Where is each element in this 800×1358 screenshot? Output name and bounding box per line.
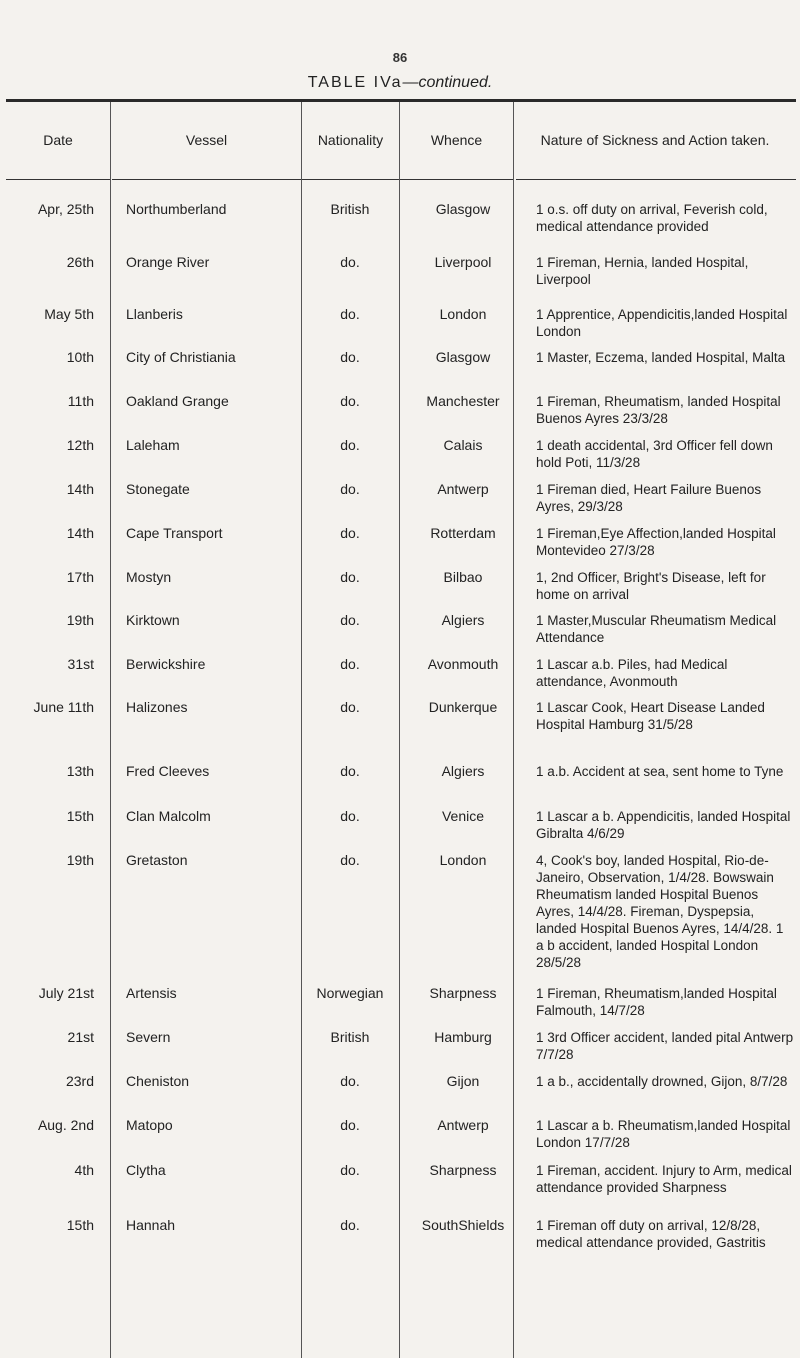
cell-nationality: do. xyxy=(340,349,360,365)
cell-nature: 1 o.s. off duty on arrival, Feverish cold, medical attendance provided xyxy=(536,202,768,234)
cell-nature: 1 Lascar a b. Appendicitis, landed Hospital Gibralta 4/6/29 xyxy=(536,809,791,841)
table-title: TABLE IVa xyxy=(307,74,403,91)
cell-date: 17th xyxy=(66,569,94,585)
cell-nature: 1, 2nd Officer, Bright's Disease, left for home on arrival xyxy=(536,570,766,602)
header-rule-nature xyxy=(516,179,796,180)
cell-vessel: Hannah xyxy=(126,1217,176,1233)
cell-nature: 1 Fireman, Rheumatism, landed Hospital Buenos Ayres 23/3/28 xyxy=(536,394,781,426)
cell-date: 14th xyxy=(66,481,94,497)
cell-nationality: do. xyxy=(340,763,360,779)
header-rule-date xyxy=(6,179,110,180)
cell-nature: 1 3rd Officer accident, landed pital Antwerp 7/7/28 xyxy=(536,1030,794,1062)
cell-nationality: do. xyxy=(340,656,360,672)
cell-vessel: Cheniston xyxy=(126,1073,190,1089)
cell-vessel: Fred Cleeves xyxy=(126,763,210,779)
cell-vessel: Berwickshire xyxy=(126,656,206,672)
cell-nationality: do. xyxy=(340,393,360,409)
cell-whence: Bilbao xyxy=(443,569,483,585)
cell-whence: Venice xyxy=(441,808,485,824)
cell-nature: 1 Fireman, accident. Injury to Arm, medical attendance provided Sharpness xyxy=(536,1163,792,1195)
cell-nationality: do. xyxy=(340,1073,360,1089)
cell-vessel: Gretaston xyxy=(126,852,188,868)
cell-date: 26th xyxy=(66,254,94,270)
cell-nature: 1 Master, Eczema, landed Hospital, Malta xyxy=(536,350,786,365)
cell-whence: Sharpness xyxy=(429,1162,497,1178)
cell-whence: Antwerp xyxy=(437,481,489,497)
cell-date: Apr, 25th xyxy=(37,201,94,217)
cell-date: 10th xyxy=(66,349,94,365)
cell-date: 19th xyxy=(66,852,94,868)
cell-whence: Sharpness xyxy=(429,985,497,1001)
cell-nature: 1 Fireman died, Heart Failure Buenos Ayres, 29/3/28 xyxy=(536,482,762,514)
cell-whence: Hamburg xyxy=(434,1029,492,1045)
cell-whence: Avonmouth xyxy=(427,656,499,672)
cell-whence: Algiers xyxy=(441,612,485,628)
cell-vessel: Kirktown xyxy=(126,612,180,628)
cell-nationality: do. xyxy=(340,852,360,868)
cell-whence: Rotterdam xyxy=(430,525,496,541)
cell-date: 31st xyxy=(67,656,94,672)
cell-date: 13th xyxy=(66,763,94,779)
cell-nature: 1 Lascar a.b. Piles, had Medical attendance, Avonmouth xyxy=(536,657,728,689)
header-whence: Whence xyxy=(430,132,483,148)
cell-whence: Glasgow xyxy=(435,349,491,365)
page-number: 86 xyxy=(392,50,408,65)
header-rule-nationality xyxy=(302,179,400,180)
cell-date: 12th xyxy=(66,437,94,453)
cell-nationality: do. xyxy=(340,1117,360,1133)
cell-nature: 1 Fireman off duty on arrival, 12/8/28, medical attendance provided, Gastritis xyxy=(536,1218,766,1250)
cell-vessel: Artensis xyxy=(126,985,177,1001)
cell-date: 21st xyxy=(67,1029,94,1045)
cell-whence: Calais xyxy=(443,437,483,453)
cell-nationality: do. xyxy=(340,1217,360,1233)
cell-vessel: Cape Transport xyxy=(126,525,223,541)
cell-vessel: City of Christiania xyxy=(126,349,236,365)
top-rule xyxy=(6,99,796,102)
cell-nationality: do. xyxy=(340,1162,360,1178)
cell-date: 11th xyxy=(67,393,94,409)
cell-whence: Manchester xyxy=(426,393,500,409)
header-nature: Nature of Sickness and Action taken. xyxy=(540,132,770,148)
cell-date: 14th xyxy=(66,525,94,541)
cell-nature: 1 Apprentice, Appendicitis,landed Hospital London xyxy=(536,307,788,339)
cell-nationality: Norwegian xyxy=(316,985,384,1001)
cell-date: 15th xyxy=(66,808,94,824)
cell-whence: Algiers xyxy=(441,763,485,779)
cell-nature: 1 death accidental, 3rd Officer fell down hold Poti, 11/3/28 xyxy=(536,438,773,470)
cell-nature: 1 Fireman,Eye Affection,landed Hospital Montevideo 27/3/28 xyxy=(536,526,776,558)
cell-vessel: Clan Malcolm xyxy=(126,808,211,824)
cell-vessel: Halizones xyxy=(126,699,188,715)
cell-vessel: Oakland Grange xyxy=(126,393,229,409)
cell-nature: 1 Lascar Cook, Heart Disease Landed Hospital Hamburg 31/5/28 xyxy=(536,700,765,732)
cell-date: July 21st xyxy=(38,985,94,1001)
cell-vessel: Severn xyxy=(126,1029,171,1045)
cell-date: May 5th xyxy=(44,306,94,322)
cell-whence: Antwerp xyxy=(437,1117,489,1133)
cell-nationality: British xyxy=(330,201,370,217)
cell-nature: 1 a b., accidentally drowned, Gijon, 8/7/28 xyxy=(536,1074,788,1089)
cell-date: 23rd xyxy=(65,1073,94,1089)
cell-nationality: British xyxy=(330,1029,370,1045)
header-rule-vessel xyxy=(112,179,302,180)
cell-nationality: do. xyxy=(340,254,360,270)
cell-date: June 11th xyxy=(33,699,94,715)
cell-date: 19th xyxy=(66,612,94,628)
cell-nature: 1 a.b. Accident at sea, sent home to Tyne xyxy=(536,764,784,779)
header-rule-whence xyxy=(400,179,513,180)
cell-vessel: Matopo xyxy=(126,1117,173,1133)
table-caption xyxy=(0,74,800,92)
cell-nationality: do. xyxy=(340,699,360,715)
cell-nationality: do. xyxy=(340,306,360,322)
cell-nationality: do. xyxy=(340,808,360,824)
header-nationality: Nationality xyxy=(317,132,384,148)
cell-nature: 1 Lascar a b. Rheumatism,landed Hospital London 17/7/28 xyxy=(536,1118,791,1150)
cell-whence: London xyxy=(439,306,487,322)
cell-nationality: do. xyxy=(340,612,360,628)
cell-nature: 1 Fireman, Rheumatism,landed Hospital Falmouth, 14/7/28 xyxy=(536,986,777,1018)
cell-date: Aug. 2nd xyxy=(37,1117,94,1133)
cell-nature: 1 Master,Muscular Rheumatism Medical Attendance xyxy=(536,613,777,645)
cell-whence: Gijon xyxy=(446,1073,480,1089)
cell-whence: Dunkerque xyxy=(428,699,498,715)
cell-nationality: do. xyxy=(340,525,360,541)
cell-nature: 4, Cook's boy, landed Hospital, Rio-de-Janeiro, Observation, 1/4/28. Bowswain Rheumatism landed Hospital Buenos Ayres, 14/4/28. Fireman, Dyspepsia, landed Hospital Buenos Ayres, 14/4/28. 1 a b accident, landed Hospital London 28/5/28 xyxy=(536,853,784,970)
header-vessel: Vessel xyxy=(185,132,228,148)
cell-date: 4th xyxy=(74,1162,94,1178)
cell-nationality: do. xyxy=(340,569,360,585)
cell-vessel: Stonegate xyxy=(126,481,190,497)
header-date: Date xyxy=(43,132,73,148)
cell-nationality: do. xyxy=(340,481,360,497)
table-continued: —continued. xyxy=(402,74,493,91)
cell-whence: London xyxy=(439,852,487,868)
cell-vessel: Mostyn xyxy=(126,569,172,585)
cell-whence: SouthShields xyxy=(421,1217,505,1233)
cell-vessel: Northumberland xyxy=(126,201,227,217)
cell-vessel: Orange River xyxy=(126,254,210,270)
cell-vessel: Laleham xyxy=(126,437,180,453)
cell-date: 15th xyxy=(66,1217,94,1233)
cell-vessel: Clytha xyxy=(126,1162,166,1178)
cell-whence: Glasgow xyxy=(435,201,491,217)
cell-vessel: Llanberis xyxy=(126,306,183,322)
cell-nature: 1 Fireman, Hernia, landed Hospital, Liverpool xyxy=(536,255,749,287)
cell-whence: Liverpool xyxy=(434,254,492,270)
cell-nationality: do. xyxy=(340,437,360,453)
column-divider xyxy=(110,102,111,1358)
